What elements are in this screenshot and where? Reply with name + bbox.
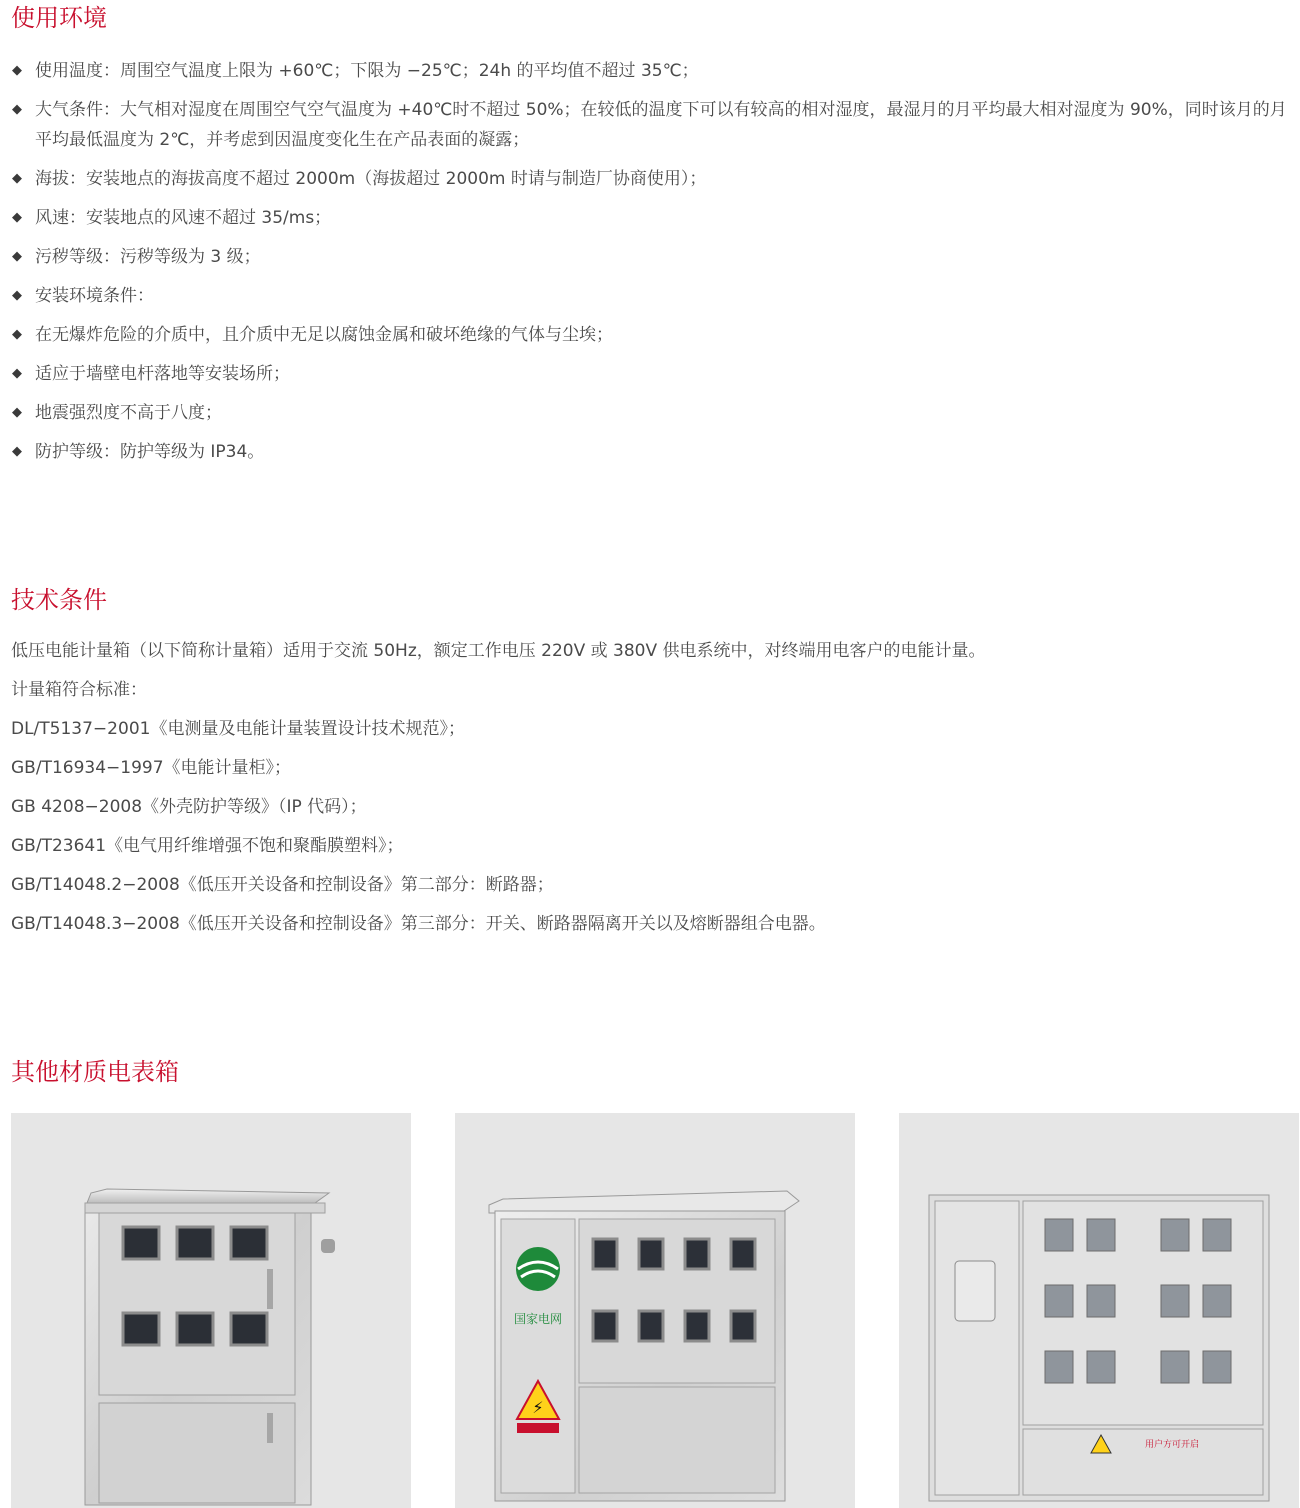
diamond-bullet-icon: ◆: [12, 102, 22, 117]
diamond-bullet-icon: ◆: [12, 249, 22, 264]
list-item: ◆ 海拔：安装地点的海拔高度不超过 2000m（海拔超过 2000m 时请与制造厂协商使用）；: [12, 169, 707, 189]
diamond-bullet-icon: ◆: [12, 366, 22, 381]
list-item: ◆ 在无爆炸危险的介质中，且介质中无足以腐蚀金属和破坏绝缘的气体与尘埃；: [12, 325, 613, 345]
technical-paragraph: 低压电能计量箱（以下简称计量箱）适用于交流 50Hz，额定工作电压 220V 或 380V 供电系统中，对终端用电客户的电能计量。: [11, 641, 986, 661]
diamond-bullet-icon: ◆: [12, 63, 22, 78]
standard-item: GB/T16934−1997《电能计量柜》；: [11, 758, 292, 778]
technical-text: [11, 632, 1291, 944]
product-card-stainless-6[interactable]: [11, 1113, 411, 1508]
svg-text:⚡: ⚡: [532, 1398, 544, 1417]
gallery-title: 其他材质电表箱: [11, 1058, 179, 1086]
list-item: ◆ 防护等级：防护等级为 IP34。: [12, 442, 265, 462]
diamond-bullet-icon: ◆: [12, 405, 22, 420]
list-item: ◆ 大气条件：大气相对湿度在周围空气空气温度为 +40℃时不超过 50%；在较低的温度下可以有较高的相对湿度，最湿月的月平均最大相对湿度为 90%，同时该月的月平均最低温度为 2℃，并考虑到因温度变化生在产品表面的凝露；: [12, 100, 1287, 150]
meter-box-image: [11, 1113, 411, 1508]
diamond-bullet-icon: ◆: [12, 444, 22, 459]
warning-label: 用户方可开启: [1145, 1440, 1200, 1450]
standard-item: DL/T5137−2001《电测量及电能计量装置设计技术规范》；: [11, 719, 465, 739]
list-item: ◆ 安装环境条件：: [12, 286, 154, 306]
logo-text: 国家电网: [513, 1312, 563, 1326]
list-item: ◆ 使用温度：周围空气温度上限为 +60℃；下限为 −25℃；24h 的平均值不超过 35℃；: [12, 61, 699, 81]
product-card-grey-12[interactable]: [899, 1113, 1299, 1508]
technical-title: 技术条件: [11, 586, 107, 614]
diamond-bullet-icon: ◆: [12, 171, 22, 186]
product-card-state-grid-8[interactable]: [455, 1113, 855, 1508]
list-item: ◆ 污秽等级：污秽等级为 3 级；: [12, 247, 261, 267]
diamond-bullet-icon: ◆: [12, 327, 22, 342]
diamond-bullet-icon: ◆: [12, 210, 22, 225]
list-item: ◆ 风速：安装地点的风速不超过 35/ms；: [12, 208, 332, 228]
environment-list: [11, 52, 1300, 472]
standard-item: GB 4208−2008《外壳防护等级》（IP 代码）；: [11, 797, 367, 817]
standard-item: GB/T14048.2−2008《低压开关设备和控制设备》第二部分：断路器；: [11, 875, 554, 895]
list-item: ◆ 地震强烈度不高于八度；: [12, 403, 222, 423]
environment-title: 使用环境: [11, 4, 107, 32]
diamond-bullet-icon: ◆: [12, 288, 22, 303]
list-item: ◆ 适应于墙壁电杆落地等安装场所；: [12, 364, 290, 384]
state-grid-logo-icon: [516, 1247, 560, 1291]
standard-item: GB/T23641《电气用纤维增强不饱和聚酯膜塑料》；: [11, 836, 404, 856]
product-gallery: [11, 1113, 1300, 1508]
technical-paragraph: 计量箱符合标准：: [11, 680, 147, 700]
standard-item: GB/T14048.3−2008《低压开关设备和控制设备》第三部分：开关、断路器隔离开关以及熔断器组合电器。: [11, 914, 826, 934]
